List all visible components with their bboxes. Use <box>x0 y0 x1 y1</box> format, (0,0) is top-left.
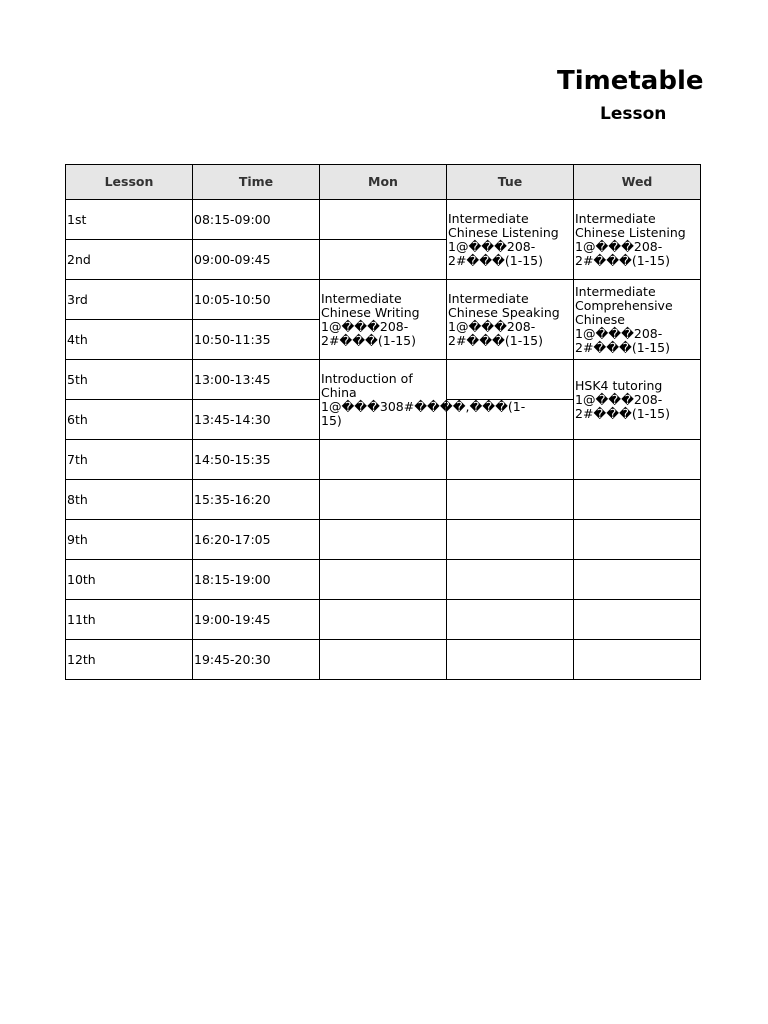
course-tue-3-4: Intermediate Chinese Speaking 1@���208-2#���(1-15) <box>447 280 574 360</box>
table-row <box>66 560 701 600</box>
header-wed: Wed <box>574 165 701 200</box>
time-cell: 19:45-20:30 <box>193 640 320 680</box>
mon-cell <box>320 520 447 560</box>
wed-cell <box>574 520 701 560</box>
lesson-cell: 10th <box>66 560 193 600</box>
header-tue: Tue <box>447 165 574 200</box>
wed-cell <box>574 640 701 680</box>
title-container <box>557 64 704 104</box>
course-mon-5-6: Introduction of China 1@���308#����,���(1-15) <box>320 360 447 440</box>
course-wed-3-4: Intermediate Comprehensive Chinese 1@���208-2#���(1-15) <box>574 280 701 360</box>
tue-cell <box>447 360 574 400</box>
table-row <box>66 200 701 240</box>
lesson-cell: 12th <box>66 640 193 680</box>
lesson-cell: 6th <box>66 400 193 440</box>
table-row <box>66 480 701 520</box>
lesson-cell: 5th <box>66 360 193 400</box>
wed-cell <box>574 440 701 480</box>
table-row <box>66 360 701 400</box>
lesson-cell: 9th <box>66 520 193 560</box>
mon-cell <box>320 200 447 240</box>
course-wed-1-2: Intermediate Chinese Listening 1@���208-2#���(1-15) <box>574 200 701 280</box>
course-mon-3-4: Intermediate Chinese Writing 1@���208-2#���(1-15) <box>320 280 447 360</box>
lesson-cell: 3rd <box>66 280 193 320</box>
header-lesson: Lesson <box>66 165 193 200</box>
table-row <box>66 440 701 480</box>
time-cell: 13:45-14:30 <box>193 400 320 440</box>
lesson-cell: 7th <box>66 440 193 480</box>
timetable <box>65 164 701 680</box>
tue-cell <box>447 560 574 600</box>
tue-cell <box>447 480 574 520</box>
mon-cell <box>320 640 447 680</box>
time-cell: 09:00-09:45 <box>193 240 320 280</box>
tue-cell <box>447 600 574 640</box>
course-wed-5-6: HSK4 tutoring 1@���208-2#���(1-15) <box>574 360 701 440</box>
tue-cell <box>447 640 574 680</box>
lesson-cell: 4th <box>66 320 193 360</box>
lesson-cell: 2nd <box>66 240 193 280</box>
time-cell: 13:00-13:45 <box>193 360 320 400</box>
time-cell: 19:00-19:45 <box>193 600 320 640</box>
table-row <box>66 640 701 680</box>
wed-cell <box>574 480 701 520</box>
time-cell: 08:15-09:00 <box>193 200 320 240</box>
time-cell: 10:05-10:50 <box>193 280 320 320</box>
lesson-cell: 1st <box>66 200 193 240</box>
time-cell: 18:15-19:00 <box>193 560 320 600</box>
mon-cell <box>320 480 447 520</box>
wed-cell <box>574 560 701 600</box>
time-cell: 16:20-17:05 <box>193 520 320 560</box>
lesson-cell: 11th <box>66 600 193 640</box>
mon-cell <box>320 560 447 600</box>
page-title: Timetable <box>557 66 704 96</box>
course-tue-1-2: Intermediate Chinese Listening 1@���208-2#���(1-15) <box>447 200 574 280</box>
lesson-cell: 8th <box>66 480 193 520</box>
table-row <box>66 280 701 320</box>
header-row <box>66 165 701 200</box>
table-row <box>66 600 701 640</box>
tue-cell <box>447 520 574 560</box>
time-cell: 14:50-15:35 <box>193 440 320 480</box>
time-cell: 10:50-11:35 <box>193 320 320 360</box>
subtitle-container <box>600 102 700 128</box>
tue-cell <box>447 440 574 480</box>
header-mon: Mon <box>320 165 447 200</box>
mon-cell <box>320 240 447 280</box>
page-subtitle: Lesson <box>600 104 667 124</box>
wed-cell <box>574 600 701 640</box>
mon-cell <box>320 600 447 640</box>
table-row <box>66 520 701 560</box>
mon-cell <box>320 440 447 480</box>
time-cell: 15:35-16:20 <box>193 480 320 520</box>
header-time: Time <box>193 165 320 200</box>
